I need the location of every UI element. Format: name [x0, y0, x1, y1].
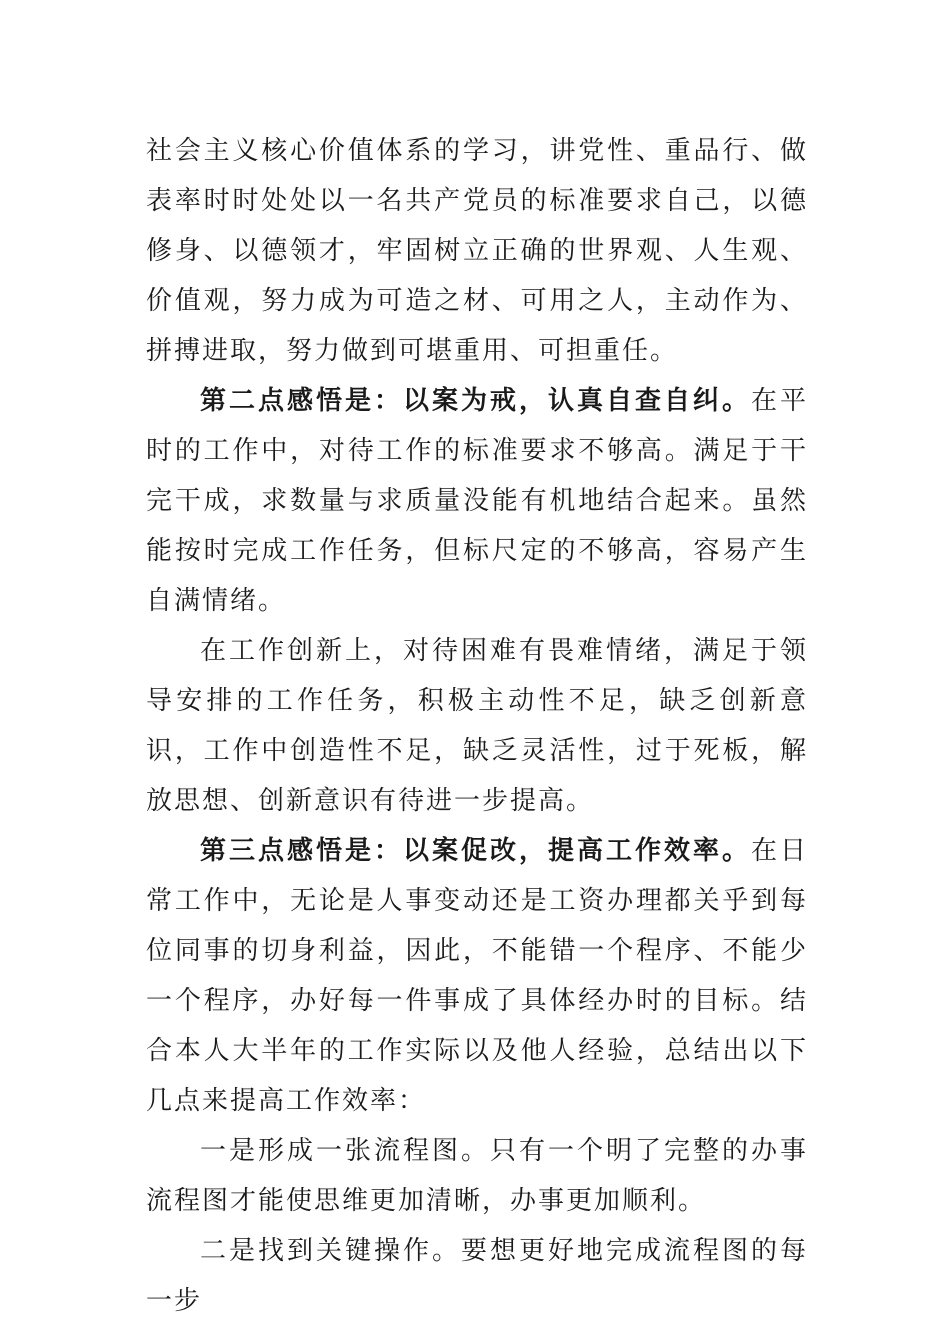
paragraph-6-text: 二是找到关键操作。要想更好地完成流程图的每一步 [146, 1236, 808, 1316]
paragraph-2-text: 在平时的工作中，对待工作的标准要求不够高。满足于干完干成，求数量与求质量没能有机地结合起来。虽然能按时完成工作任务，但标尺定的不够高，容易产生自满情绪。 [146, 386, 808, 616]
paragraph-4-text: 在日常工作中，无论是人事变动还是工资办理都关乎到每位同事的切身利益，因此，不能错一个程序、不能少一个程序，办好每一件事成了具体经办时的目标。结合本人大半年的工作实际以及他人经验，总结出以下几点来提高工作效率： [146, 836, 808, 1116]
paragraph-5-text: 一是形成一张流程图。只有一个明了完整的办事流程图才能使思维更加清晰，办事更加顺利。 [146, 1136, 808, 1216]
paragraph-6 [146, 1226, 808, 1326]
paragraph-4 [146, 826, 808, 1126]
document-body [146, 126, 808, 1326]
paragraph-5 [146, 1126, 808, 1226]
paragraph-4-heading: 第三点感悟是：以案促改，提高工作效率。 [200, 836, 751, 866]
paragraph-3-text: 在工作创新上，对待困难有畏难情绪，满足于领导安排的工作任务，积极主动性不足，缺乏创新意识，工作中创造性不足，缺乏灵活性，过于死板，解放思想、创新意识有待进一步提高。 [146, 636, 808, 816]
paragraph-2-heading: 第二点感悟是：以案为戒，认真自查自纠。 [200, 386, 751, 416]
paragraph-3 [146, 626, 808, 826]
paragraph-1 [146, 126, 808, 376]
paragraph-1-text: 社会主义核心价值体系的学习，讲党性、重品行、做表率时时处处以一名共产党员的标准要求自己，以德修身、以德领才，牢固树立正确的世界观、人生观、价值观，努力成为可造之材、可用之人，主动作为、拼搏进取，努力做到可堪重用、可担重任。 [146, 136, 808, 366]
paragraph-2 [146, 376, 808, 626]
